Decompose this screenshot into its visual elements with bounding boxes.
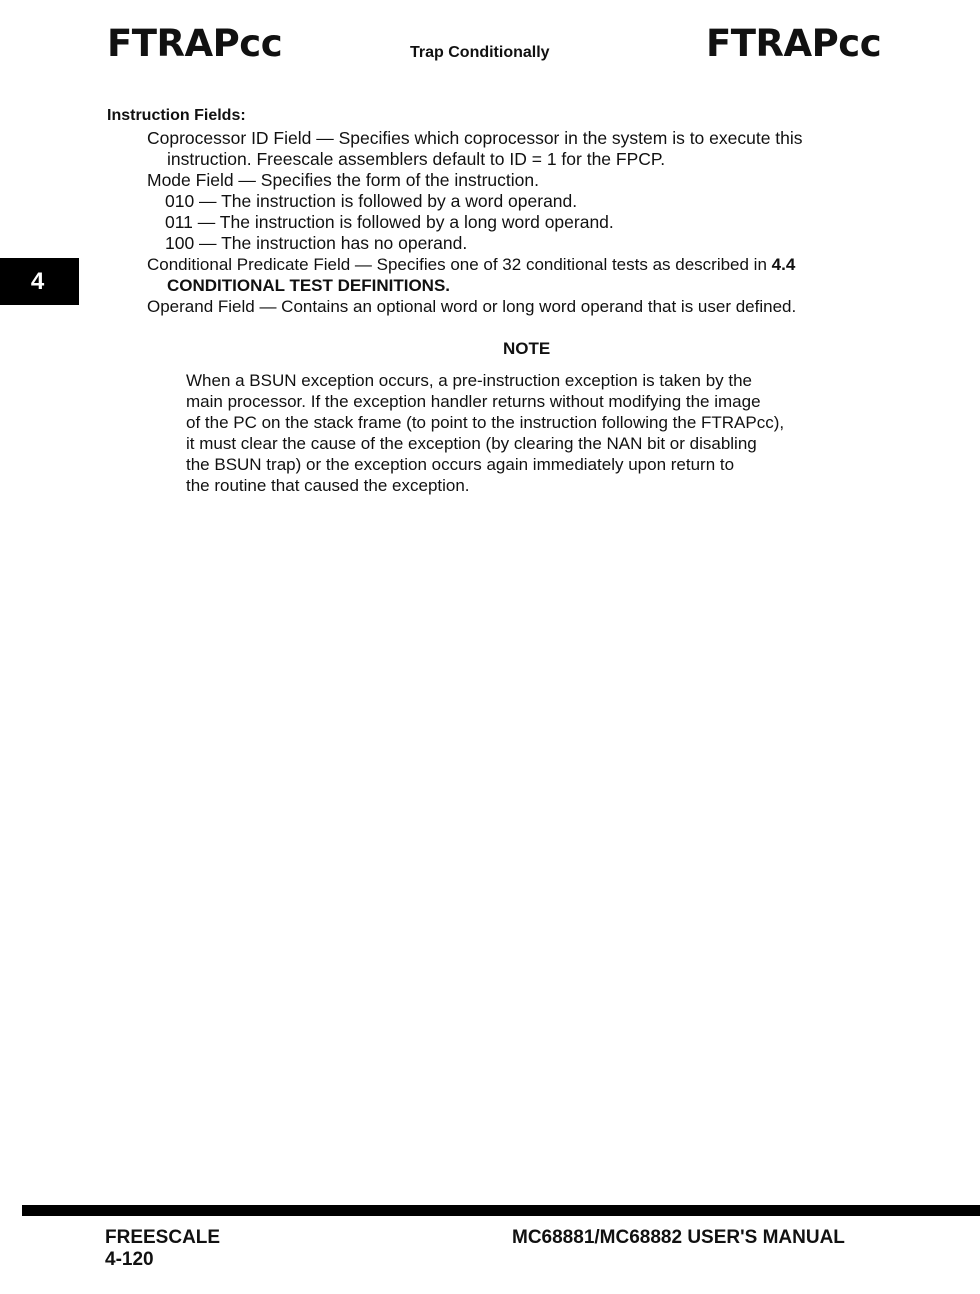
- mode-field-line: Mode Field — Specifies the form of the instruction.: [147, 170, 539, 190]
- footer-rule: [22, 1205, 980, 1216]
- page-title-right: FTRAPcc: [706, 22, 882, 65]
- note-line-1: When a BSUN exception occurs, a pre-instruction exception is taken by the: [186, 371, 753, 390]
- note-line-3: of the PC on the stack frame (to point to the instruction following the FTRAPcc),: [186, 413, 785, 432]
- mode-option-010: 010 — The instruction is followed by a word operand.: [165, 191, 578, 211]
- predicate-field-text: Conditional Predicate Field — Specifies one of 32 conditional tests as described in: [147, 255, 772, 274]
- predicate-field-section-ref: 4.4: [771, 255, 796, 274]
- mode-option-100: 100 — The instruction has no operand.: [165, 233, 468, 253]
- page-title-left: FTRAPcc: [107, 22, 283, 65]
- mode-option-011: 011 — The instruction is followed by a long word operand.: [165, 212, 614, 232]
- predicate-field-line-2: CONDITIONAL TEST DEFINITIONS.: [167, 276, 451, 295]
- page-subtitle: Trap Conditionally: [410, 44, 550, 61]
- coprocessor-field-line-2: instruction. Freescale assemblers default to ID = 1 for the FPCP.: [167, 149, 666, 169]
- section-tab-marker: 4: [0, 258, 79, 305]
- note-line-6: the routine that caused the exception.: [186, 476, 470, 495]
- note-line-2: main processor. If the exception handler returns without modifying the image: [186, 392, 761, 411]
- note-title: NOTE: [503, 339, 551, 358]
- note-line-4: it must clear the cause of the exception (by clearing the NAN bit or disabling: [186, 434, 757, 453]
- coprocessor-field-line-1: Coprocessor ID Field — Specifies which coprocessor in the system is to execute this: [147, 128, 803, 148]
- predicate-field-line-1: [147, 254, 795, 275]
- note-line-5: the BSUN trap) or the exception occurs again immediately upon return to: [186, 455, 735, 474]
- footer-company: FREESCALE: [105, 1227, 221, 1248]
- footer-manual-title: MC68881/MC68882 USER'S MANUAL: [512, 1227, 845, 1248]
- instruction-fields-heading: Instruction Fields:: [107, 107, 246, 124]
- footer-page-number: 4-120: [105, 1249, 154, 1270]
- operand-field-line: Operand Field — Contains an optional word or long word operand that is user defined.: [147, 297, 797, 316]
